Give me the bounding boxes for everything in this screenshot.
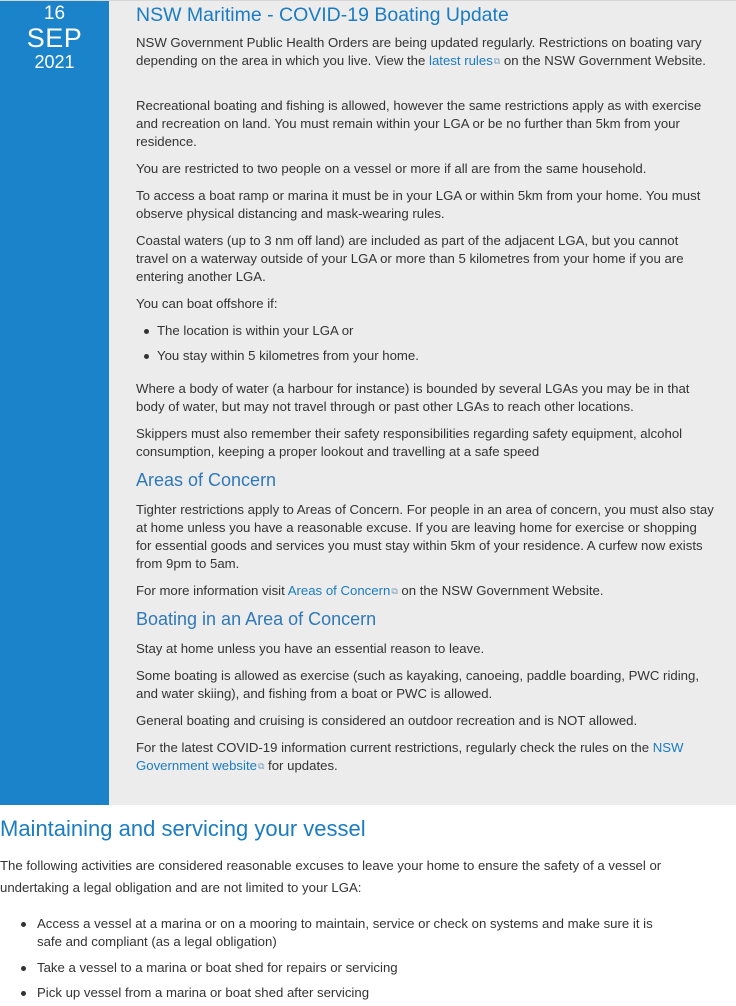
list-item: The location is within your LGA or xyxy=(157,322,697,340)
paragraph-boat-ramp: To access a boat ramp or marina it must be in your LGA or within 5km from your home. You must observe physical distancing and mask-wearing rules. xyxy=(136,188,701,221)
external-link-icon: ⧉ xyxy=(493,56,501,66)
heading-areas-of-concern: Areas of Concern xyxy=(136,470,277,490)
latest-rules-link[interactable]: latest rules⧉ xyxy=(429,53,501,68)
paragraph-general-boating: General boating and cruising is considered an outdoor recreation and is NOT allowed. xyxy=(136,713,638,728)
external-link-icon: ⧉ xyxy=(257,761,265,771)
news-title: NSW Maritime - COVID-19 Boating Update xyxy=(136,4,509,26)
list-item: Access a vessel at a marina or on a mooring to maintain, service or check on systems and make sure it is safe and compliant (as a legal obligation) xyxy=(37,915,657,951)
list-item: You stay within 5 kilometres from your home. xyxy=(157,347,697,365)
date-badge xyxy=(0,1,109,805)
date-month: SEP xyxy=(26,23,83,53)
nsw-government-website-link[interactable]: NSW Government website⧉ xyxy=(136,740,684,773)
paragraph-offshore: You can boat offshore if: xyxy=(136,296,278,311)
paragraph-stay-home: Stay at home unless you have an essential reason to leave. xyxy=(136,641,485,656)
list-item: Pick up vessel from a marina or boat shed after servicing xyxy=(37,984,657,1002)
date-year: 2021 xyxy=(34,52,75,72)
paragraph-two-people: You are restricted to two people on a vessel or more if all are from the same household. xyxy=(136,161,647,176)
heading-boating-area-of-concern: Boating in an Area of Concern xyxy=(136,609,377,629)
section-heading-maintaining: Maintaining and servicing your vessel xyxy=(0,816,366,841)
areas-of-concern-link[interactable]: Areas of Concern⧉ xyxy=(287,583,398,598)
paragraph-restrictions: NSW Government Public Health Orders are being updated regularly. Restrictions on boating vary depending on the area in which you live. View the latest rules⧉ on the NSW Government Website. xyxy=(136,35,706,68)
external-link-icon: ⧉ xyxy=(391,586,398,596)
paragraph-recreational: Recreational boating and fishing is allowed, however the same restrictions apply as with exercise and recreation on land. You must remain within your LGA or be no further than 5km from your residence. xyxy=(136,98,702,149)
paragraph-more-info: For more information visit Areas of Concern⧉ on the NSW Government Website. xyxy=(136,583,604,598)
paragraph-body-of-water: Where a body of water (a harbour for instance) is bounded by several LGAs you may be in that body of water, but may not travel through or past other LGAs to reach other locations. xyxy=(136,381,690,414)
paragraph-boating-exercise: Some boating is allowed as exercise (such as kayaking, canoeing, paddle boarding, PWC riding, and water skiing), and fishing from a boat or PWC is allowed. xyxy=(136,668,699,701)
paragraph-skippers: Skippers must also remember their safety responsibilities regarding safety equipment, alcohol consumption, keeping a proper lookout and travelling at a safe speed xyxy=(136,426,683,459)
date-day: 16 xyxy=(43,3,66,24)
paragraph-tighter-restrictions: Tighter restrictions apply to Areas of Concern. For people in an area of concern, you must also stay at home unless you have a reasonable excuse. If you are leaving home for exercise or shopping for essential goods and services you must stay within 5km of your residence. A curfew now exists from 9pm to 5am. xyxy=(136,502,714,571)
list-item: Take a vessel to a marina or boat shed for repairs or servicing xyxy=(37,959,657,977)
paragraph-coastal-waters: Coastal waters (up to 3 nm off land) are included as part of the adjacent LGA, but you cannot travel on a waterway outside of your LGA or more than 5 kilometres from your home if you are entering another LGA. xyxy=(136,233,684,284)
paragraph-latest-info: For the latest COVID-19 information current restrictions, regularly check the rules on the NSW Government website⧉ for updates. xyxy=(136,740,684,773)
paragraph-maintaining-intro: The following activities are considered reasonable excuses to leave your home to ensure the safety of a vessel or undertaking a legal obligation and are not limited to your LGA: xyxy=(0,858,662,895)
